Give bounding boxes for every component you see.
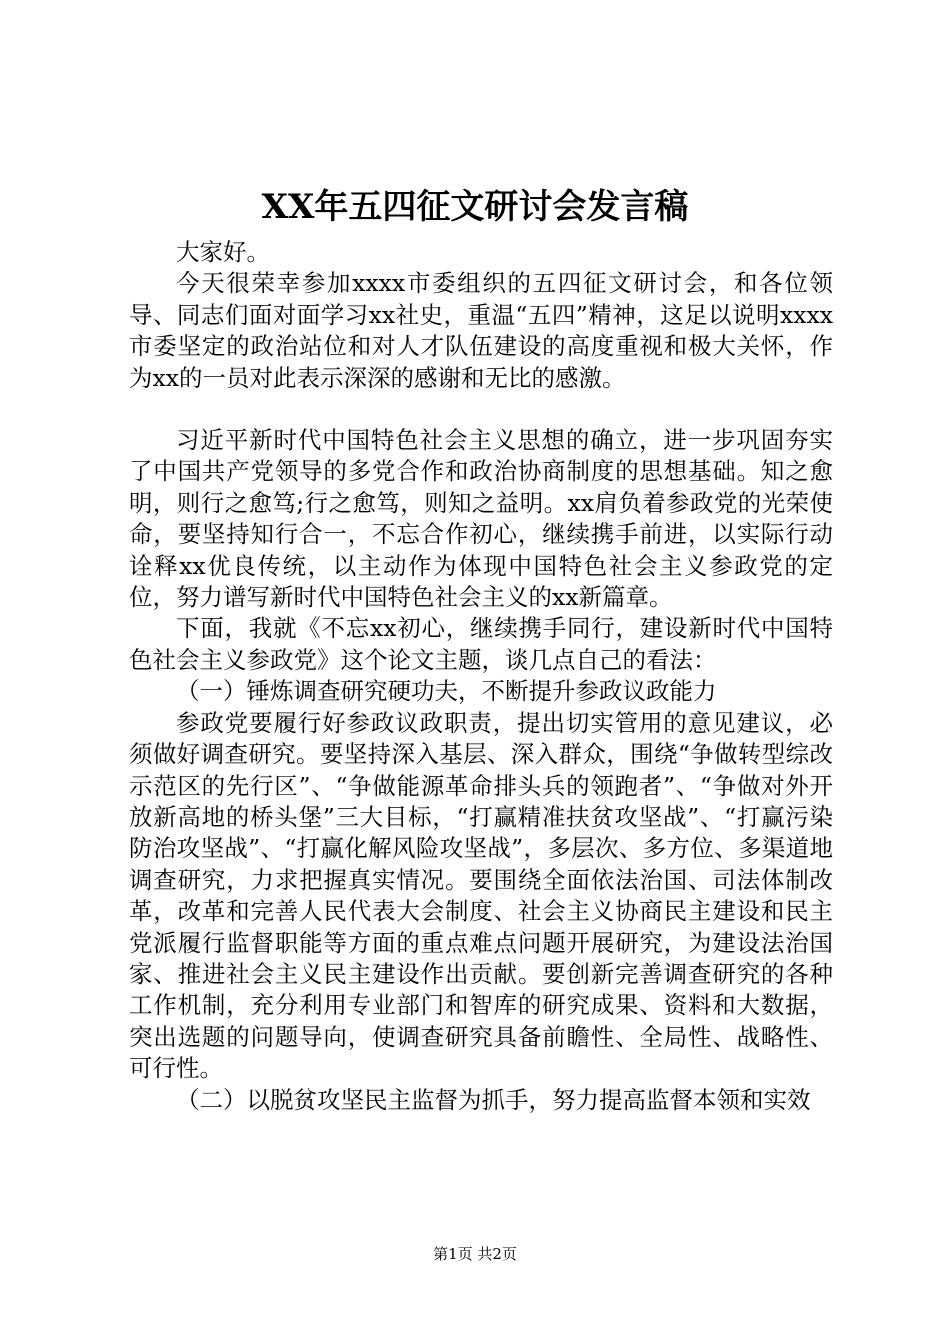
page-title: XX年五四征文研讨会发言稿 (261, 187, 689, 227)
section-heading-2: （二）以脱贫攻坚民主监督为抓手，努力提高监督本领和实效 (176, 1085, 811, 1114)
paragraph-topic: 下面，我就《不忘xx初心，继续携手同行，建设新时代中国特色社会主义参政党》这个论文主题，谈几点自己的看法： (129, 614, 833, 674)
section-heading-1: （一）锤炼调查研究硬功夫，不断提升参政议政能力 (176, 677, 717, 706)
paragraph-research: 参政党要履行好参政议政职责，提出切实管用的意见建议，必须做好调查研究。要坚持深入基层、深入群众，围绕“争做转型综改示范区的先行区”、“争做能源革命排头兵的领跑者”、“争做对外开放新高地的桥头堡”三大目标，“打赢精准扶贫攻坚战”、“打赢污染防治攻坚战”、“打赢化解风险攻坚战”，多层次、多方位、多渠道地调查研究，力求把握真实情况。要围绕全面依法治国、司法体制改革，改革和完善人民代表大会制度、社会主义协商民主建设和民主党派履行监督职能等方面的重点难点问题开展研究，为建设法治国家、推进社会主义民主建设作出贡献。要创新完善调查研究的各种工作机制，充分利用专业部门和智库的研究成果、资料和大数据，突出选题的问题导向，使调查研究具备前瞻性、全局性、战略性、可行性。 (129, 708, 833, 1083)
paragraph-greeting: 大家好。 (176, 238, 270, 266)
document-body (129, 237, 833, 1116)
paragraph-intro: 今天很荣幸参加xxxx市委组织的五四征文研讨会，和各位领导、同志们面对面学习xx社史，重温“五四”精神，这足以说明xxxx市委坚定的政治站位和对人才队伍建设的高度重视和极大关怀，作为xx的一员对此表示深深的感谢和无比的感激。 (129, 269, 833, 392)
paragraph-thought: 习近平新时代中国特色社会主义思想的确立，进一步巩固夯实了中国共产党领导的多党合作和政治协商制度的思想基础。知之愈明，则行之愈笃;行之愈笃，则知之益明。xx肩负着参政党的光荣使命，要坚持知行合一，不忘合作初心，继续携手前进，以实际行动诠释xx优良传统，以主动作为体现中国特色社会主义参政党的定位，努力谱写新时代中国特色社会主义的xx新篇章。 (129, 426, 833, 612)
page-footer: 第1页 共2页 (433, 1245, 517, 1263)
